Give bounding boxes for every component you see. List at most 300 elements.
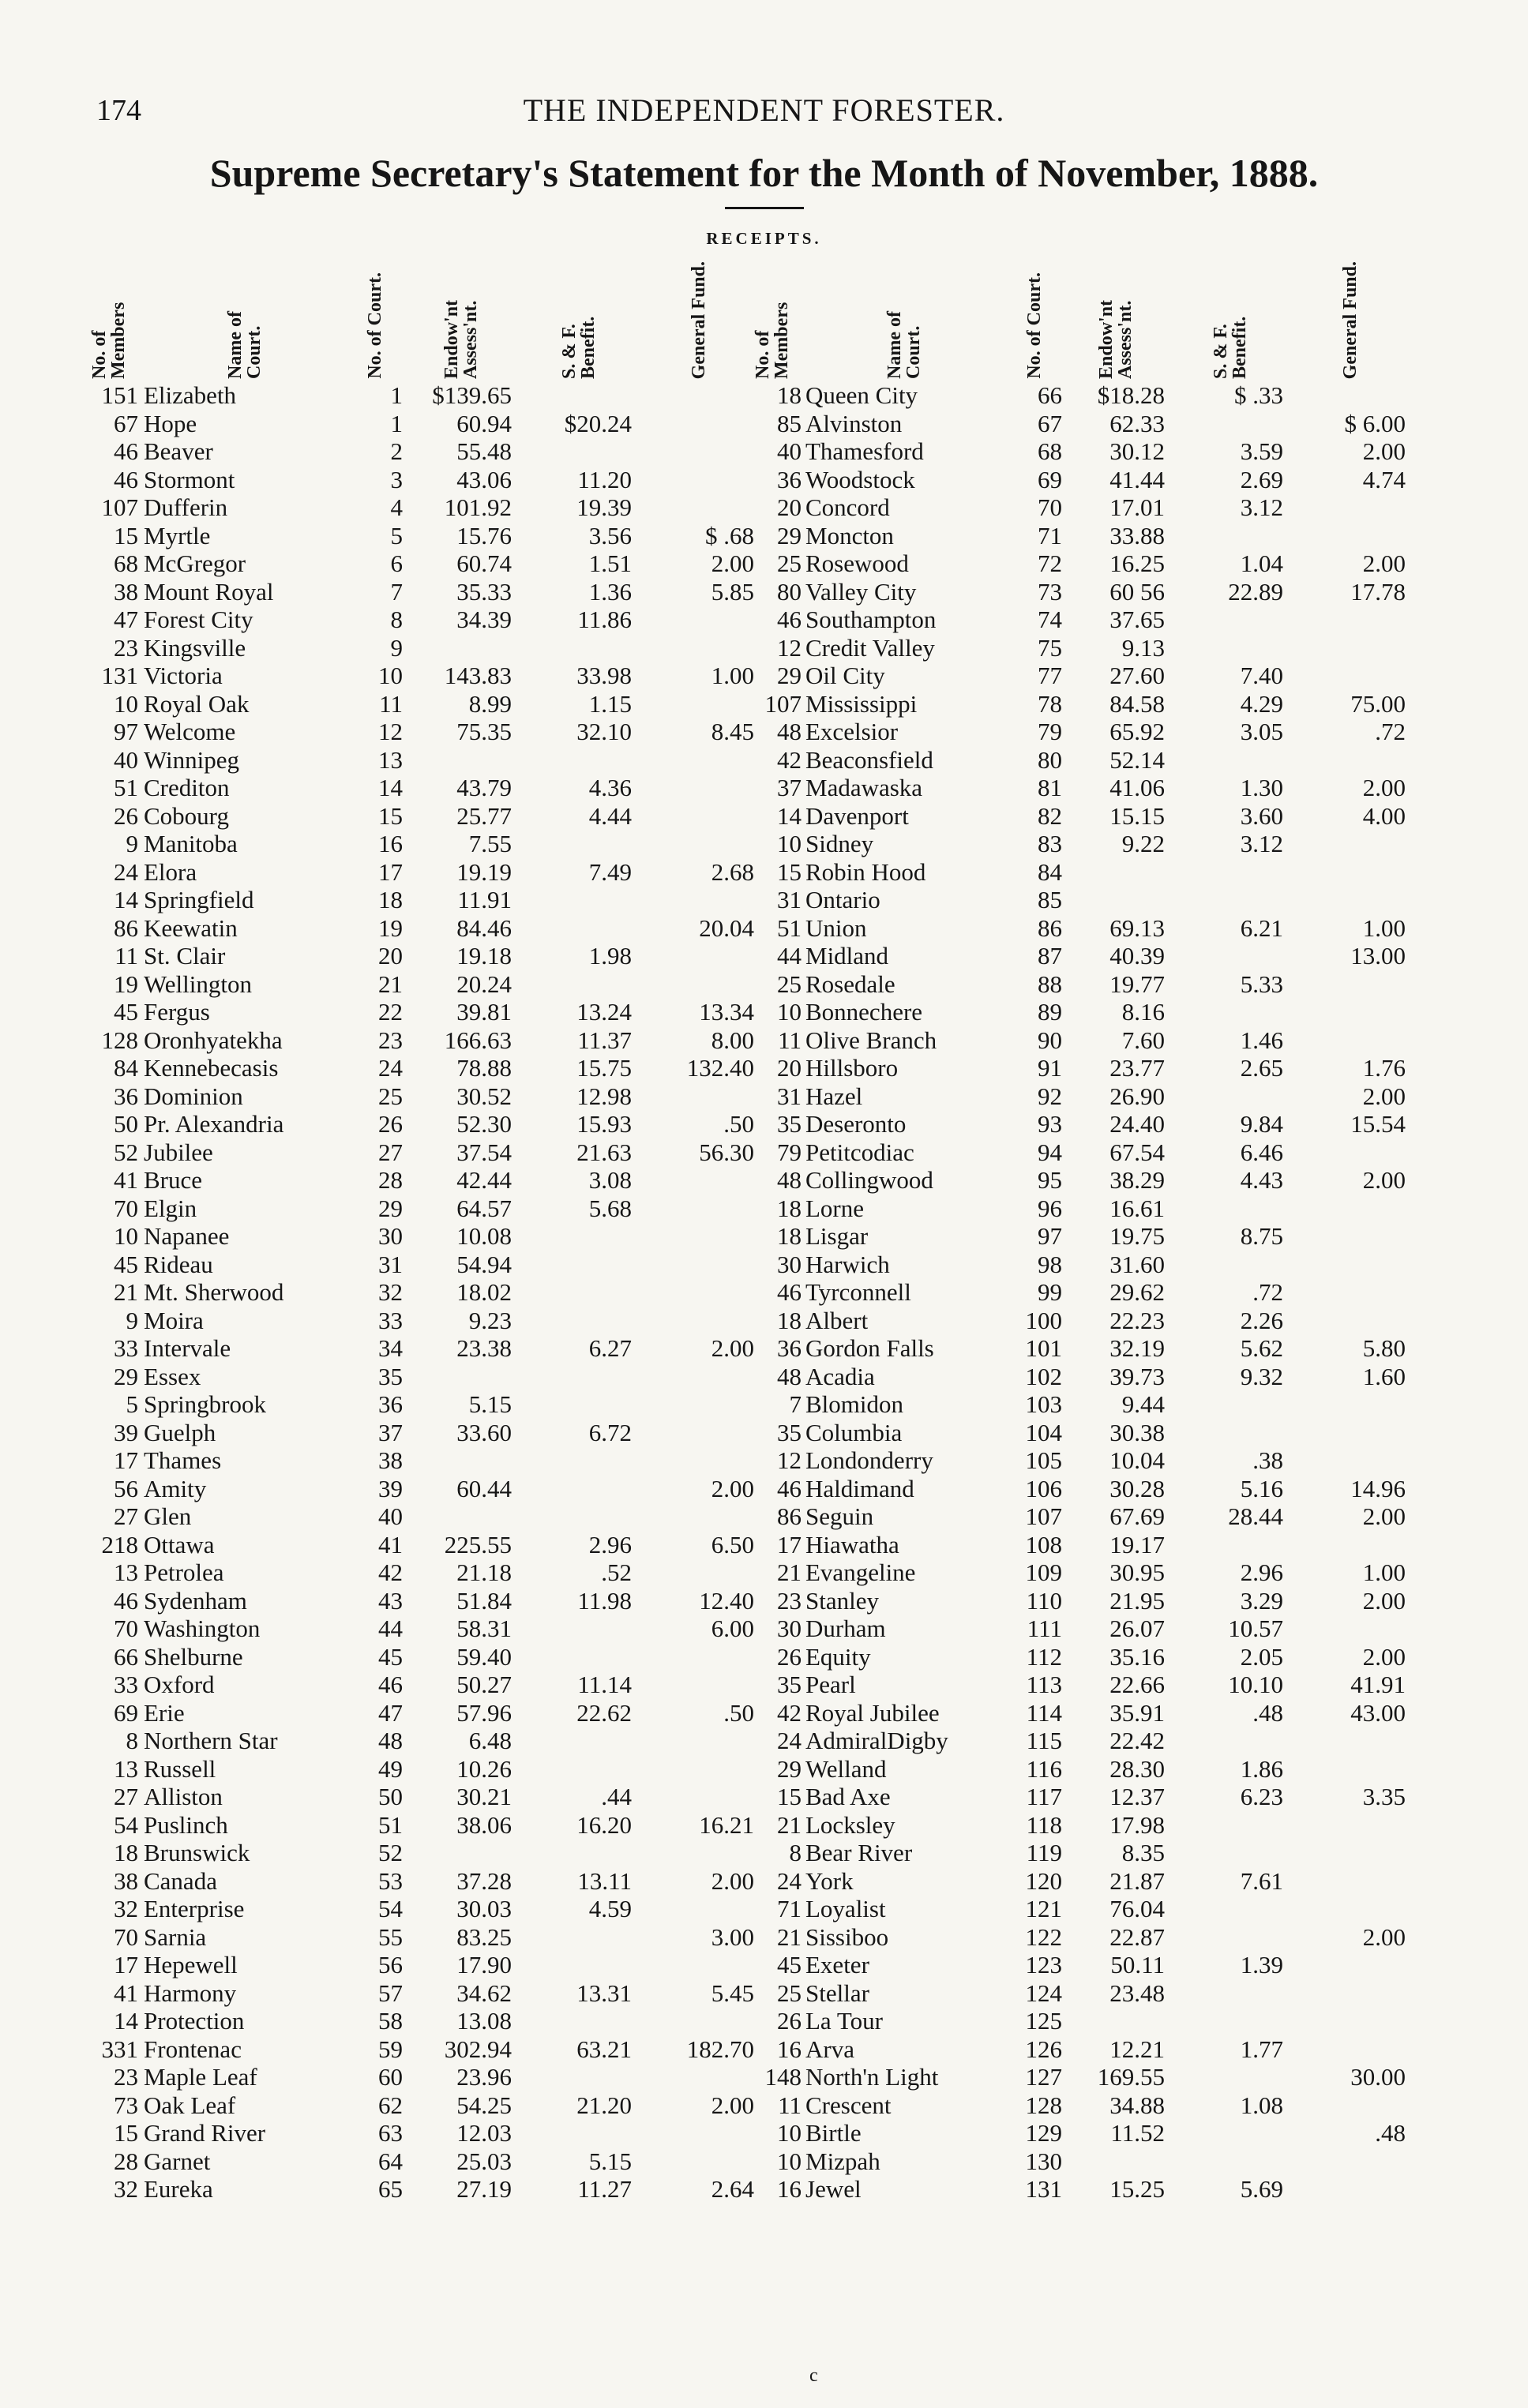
cell-court-no: 93 [1038,1110,1062,1138]
cell-endowment: 30.28 [1109,1474,1165,1502]
cell-members: 42 [777,745,802,774]
table-row [0,1334,1528,1363]
cell-members: 19 [114,970,138,998]
cell-court-name: Victoria [144,662,223,689]
section-label: RECEIPTS. [706,229,822,248]
cell-court-name: Royal Jubilee [805,1698,940,1727]
cell-court-no: 19 [378,913,403,942]
cell-court-name: Pearl [805,1671,856,1698]
cell-endowment: 27.19 [456,2175,512,2203]
cell-endowment: 58.31 [456,1615,512,1642]
cell-general-fund: 13.34 [699,998,754,1026]
cell-endowment: 38.29 [1109,1166,1165,1194]
cell-court-name: Seguin [805,1502,874,1530]
cell-general-fund: 2.00 [1362,1082,1406,1110]
cell-endowment: 16.25 [1109,549,1165,577]
cell-court-no: 44 [378,1615,403,1642]
cell-general-fund: 30.00 [1350,2063,1406,2091]
cell-endowment: 19.77 [1109,970,1165,998]
cell-members: 21 [777,1558,802,1586]
cell-endowment: 27.60 [1109,662,1165,689]
cell-court-no: 67 [1038,409,1062,437]
table-row [0,662,1528,690]
table-row [0,998,1528,1026]
cell-sf-benefit: 22.89 [1228,577,1283,606]
cell-members: 25 [777,970,802,998]
cell-members: 26 [114,801,138,830]
cell-court-name: Midland [805,942,889,970]
column-header-label: No. of Members [752,302,792,379]
cell-court-no: 96 [1038,1194,1062,1222]
cell-endowment: 166.63 [444,1026,512,1054]
cell-members: 151 [101,381,138,409]
cell-sf-benefit: 2.05 [1240,1642,1283,1671]
cell-endowment: 60.44 [456,1474,512,1502]
cell-court-name: Cobourg [144,801,229,830]
cell-members: 8 [789,1839,802,1866]
cell-court-name: Protection [144,2007,245,2035]
cell-court-no: 39 [378,1474,403,1502]
cell-members: 84 [114,1054,138,1082]
cell-endowment: 24.40 [1109,1110,1165,1138]
cell-court-no: 56 [378,1951,403,1979]
cell-members: 46 [114,1586,138,1615]
cell-court-name: Dufferin [144,493,228,521]
cell-endowment: 67.69 [1109,1502,1165,1530]
cell-members: 12 [777,1446,802,1474]
cell-court-no: 74 [1038,606,1062,633]
cell-endowment: 9.44 [1121,1390,1165,1418]
cell-court-name: Lisgar [805,1222,869,1250]
cell-members: 66 [114,1642,138,1671]
column-header-endowment [1066,261,1165,379]
cell-sf-benefit: 3.12 [1240,830,1283,857]
cell-general-fund: 1.00 [1362,913,1406,942]
cell-endowment: 6.48 [468,1727,512,1754]
cell-endowment: 7.55 [468,830,512,857]
column-header-label: No. of Court. [1024,272,1045,379]
cell-court-name: Elora [144,857,197,886]
cell-court-name: Woodstock [805,465,915,493]
cell-court-no: 103 [1025,1390,1062,1418]
cell-court-no: 118 [1026,1810,1062,1839]
cell-members: 13 [114,1754,138,1783]
cell-members: 35 [777,1671,802,1698]
cell-sf-benefit: 1.98 [588,942,632,970]
cell-members: 70 [114,1194,138,1222]
cell-members: 14 [777,801,802,830]
cell-court-name: Evangeline [805,1558,916,1586]
cell-court-no: 94 [1038,1138,1062,1166]
cell-endowment: 15.25 [1109,2175,1165,2203]
table-row [0,1558,1528,1587]
cell-court-name: Mt. Sherwood [144,1278,284,1306]
cell-court-no: 82 [1038,801,1062,830]
cell-members: 48 [777,1362,802,1390]
table-row [0,1727,1528,1755]
cell-general-fund: 182.70 [686,2035,754,2063]
cell-general-fund: 5.45 [711,1979,754,2007]
cell-members: 16 [777,2035,802,2063]
cell-court-name: Valley City [805,577,917,606]
cell-endowment: 26.07 [1109,1615,1165,1642]
table-row [0,634,1528,662]
table-row [0,1587,1528,1615]
cell-sf-benefit: 4.29 [1240,689,1283,718]
cell-endowment: 34.62 [456,1979,512,2007]
cell-endowment: 22.87 [1109,1922,1165,1951]
cell-court-no: 105 [1025,1446,1062,1474]
cell-court-name: Rosewood [805,549,909,577]
table-row [0,606,1528,634]
cell-members: 45 [114,1250,138,1278]
column-header-label: S. & F. Benefit. [558,316,599,379]
cell-endowment: 25.03 [456,2147,512,2175]
cell-court-name: Frontenac [144,2035,242,2063]
table-row [0,2063,1528,2091]
cell-general-fund: 6.50 [711,1530,754,1558]
cell-members: 35 [777,1418,802,1446]
cell-members: 42 [777,1698,802,1727]
cell-court-no: 4 [390,493,403,521]
cell-court-no: 127 [1025,2063,1062,2091]
cell-members: 30 [777,1250,802,1278]
cell-general-fund: 3.00 [711,1922,754,1951]
cell-sf-benefit: 8.75 [1240,1222,1283,1250]
cell-general-fund: 41.91 [1350,1671,1406,1698]
cell-members: 38 [114,1866,138,1895]
cell-sf-benefit: $ .33 [1234,381,1283,409]
table-row [0,1419,1528,1447]
cell-endowment: 54.94 [456,1250,512,1278]
cell-court-name: Bonnechere [805,998,923,1026]
cell-general-fund: 13.00 [1350,942,1406,970]
cell-court-no: 27 [378,1138,403,1166]
cell-general-fund: 2.00 [711,2091,754,2119]
table-row [0,1026,1528,1055]
cell-court-name: Crescent [805,2091,892,2119]
cell-members: 33 [114,1671,138,1698]
table-row [0,718,1528,746]
cell-court-no: 7 [390,577,403,606]
cell-endowment: 43.79 [456,774,512,801]
cell-court-no: 109 [1025,1558,1062,1586]
cell-members: 18 [777,1306,802,1334]
cell-sf-benefit: 15.93 [576,1110,632,1138]
cell-court-no: 111 [1027,1615,1062,1642]
cell-court-no: 95 [1038,1166,1062,1194]
cell-sf-benefit: 5.16 [1240,1474,1283,1502]
cell-court-no: 88 [1038,970,1062,998]
cell-court-no: 117 [1026,1783,1062,1810]
cell-members: 24 [777,1866,802,1895]
cell-endowment: 60.94 [456,409,512,437]
cell-court-no: 9 [390,633,403,662]
cell-court-name: McGregor [144,549,246,577]
cell-general-fund: 5.85 [711,577,754,606]
cell-court-name: Oak Leaf [144,2091,236,2119]
cell-members: 27 [114,1502,138,1530]
cell-court-no: 79 [1038,718,1062,745]
cell-court-no: 63 [378,2119,403,2147]
cell-court-name: Thames [144,1446,222,1474]
cell-general-fund: .50 [723,1698,754,1727]
cell-court-no: 12 [378,718,403,745]
cell-court-name: Intervale [144,1334,231,1362]
cell-sf-benefit: 1.51 [588,549,632,577]
cell-court-name: Locksley [805,1810,895,1839]
cell-court-name: Sarnia [144,1922,207,1951]
cell-members: 8 [126,1727,138,1754]
cell-members: 24 [777,1727,802,1754]
cell-court-no: 6 [390,549,403,577]
cell-members: 23 [777,1586,802,1615]
cell-court-name: Springbrook [144,1390,266,1418]
cell-endowment: 20.24 [456,970,512,998]
cell-court-name: Manitoba [144,830,238,857]
cell-general-fund: 6.00 [711,1615,754,1642]
cell-court-no: 81 [1038,774,1062,801]
cell-court-name: Jewel [805,2175,862,2203]
cell-endowment: 50.27 [456,1671,512,1698]
cell-endowment: 17.90 [456,1951,512,1979]
table-row [0,2175,1528,2204]
cell-sf-benefit: 15.75 [576,1054,632,1082]
cell-members: 14 [114,886,138,913]
column-header-general-fund [1295,261,1406,379]
cell-endowment: 9.23 [468,1306,512,1334]
cell-court-no: 71 [1038,521,1062,549]
cell-members: 29 [777,1754,802,1783]
cell-members: 9 [126,1306,138,1334]
cell-court-name: Garnet [144,2147,211,2175]
cell-members: 41 [114,1979,138,2007]
running-head: THE INDEPENDENT FORESTER. [523,92,1005,128]
cell-members: 18 [777,381,802,409]
cell-general-fund: 2.64 [711,2175,754,2203]
cell-court-no: 83 [1038,830,1062,857]
column-header-court-no [1007,261,1062,379]
cell-endowment: 10.08 [456,1222,512,1250]
cell-court-name: Northern Star [144,1727,278,1754]
cell-court-no: 92 [1038,1082,1062,1110]
cell-court-name: Jubilee [144,1138,213,1166]
cell-court-no: 68 [1038,437,1062,465]
cell-endowment: 65.92 [1109,718,1165,745]
cell-court-no: 124 [1025,1979,1062,2007]
cell-court-no: 66 [1038,381,1062,409]
table-row [0,1699,1528,1727]
cell-endowment: 40.39 [1109,942,1165,970]
cell-endowment: 37.54 [456,1138,512,1166]
cell-court-name: Russell [144,1754,216,1783]
cell-members: 50 [114,1110,138,1138]
cell-court-no: 131 [1025,2175,1062,2203]
cell-court-name: Enterprise [144,1895,245,1922]
cell-court-no: 85 [1038,886,1062,913]
cell-court-name: Pr. Alexandria [144,1110,284,1138]
cell-members: 46 [114,437,138,465]
cell-sf-benefit: 4.44 [588,801,632,830]
cell-endowment: 32.19 [1109,1334,1165,1362]
cell-sf-benefit: 5.15 [588,2147,632,2175]
cell-endowment: 21.95 [1109,1586,1165,1615]
cell-sf-benefit: 5.68 [588,1194,632,1222]
table-row [0,1643,1528,1671]
cell-members: 40 [777,437,802,465]
cell-court-no: 52 [378,1839,403,1866]
cell-sf-benefit: 1.39 [1240,1951,1283,1979]
cell-endowment: 37.28 [456,1866,512,1895]
cell-general-fund: 8.00 [711,1026,754,1054]
column-header-general-fund [644,261,754,379]
cell-court-no: 25 [378,1082,403,1110]
cell-court-name: Gordon Falls [805,1334,934,1362]
cell-court-no: 24 [378,1054,403,1082]
cell-endowment: 19.75 [1109,1222,1165,1250]
cell-sf-benefit: 3.05 [1240,718,1283,745]
cell-court-no: 33 [378,1306,403,1334]
cell-endowment: 84.46 [456,913,512,942]
table-row [0,1811,1528,1840]
cell-members: 80 [777,577,802,606]
cell-court-no: 100 [1025,1306,1062,1334]
cell-court-no: 101 [1025,1334,1062,1362]
table-row [0,1951,1528,1979]
cell-court-no: 65 [378,2175,403,2203]
cell-sf-benefit: 7.40 [1240,662,1283,689]
cell-members: 10 [777,2119,802,2147]
cell-endowment: 21.87 [1109,1866,1165,1895]
cell-general-fund: 56.30 [699,1138,754,1166]
column-header-label: General Fund. [689,261,709,379]
cell-court-no: 107 [1025,1502,1062,1530]
cell-court-name: Harmony [144,1979,237,2007]
cell-court-no: 5 [390,521,403,549]
cell-members: 29 [777,521,802,549]
cell-court-name: Sissiboo [805,1922,889,1951]
cell-court-name: Mississippi [805,689,918,718]
cell-sf-benefit: 11.98 [577,1586,632,1615]
cell-members: 131 [101,662,138,689]
cell-members: 128 [101,1026,138,1054]
cell-members: 36 [777,1334,802,1362]
cell-members: 69 [114,1698,138,1727]
cell-court-no: 115 [1026,1727,1062,1754]
cell-court-name: Beaver [144,437,213,465]
cell-court-name: Keewatin [144,913,238,942]
cell-members: 20 [777,1054,802,1082]
cell-court-name: Excelsior [805,718,899,745]
cell-court-no: 42 [378,1558,403,1586]
cell-endowment: 41.06 [1109,774,1165,801]
table-row [0,1166,1528,1195]
cell-sf-benefit: 3.56 [588,521,632,549]
cell-court-name: Royal Oak [144,689,250,718]
cell-members: 71 [777,1895,802,1922]
cell-general-fund: 20.04 [699,913,754,942]
cell-members: 32 [114,1895,138,1922]
cell-members: 107 [764,689,802,718]
table-row [0,549,1528,578]
cell-endowment: 143.83 [444,662,512,689]
cell-endowment: 83.25 [456,1922,512,1951]
cell-sf-benefit: 2.65 [1240,1054,1283,1082]
cell-endowment: 22.66 [1109,1671,1165,1698]
cell-general-fund: 2.00 [711,1866,754,1895]
table-row [0,1867,1528,1896]
cell-members: 44 [777,942,802,970]
cell-members: 25 [777,549,802,577]
cell-sf-benefit: 11.27 [577,2175,632,2203]
cell-members: 28 [114,2147,138,2175]
cell-members: 218 [101,1530,138,1558]
table-row [0,1054,1528,1082]
cell-court-no: 89 [1038,998,1062,1026]
table-row [0,942,1528,970]
cell-court-no: 18 [378,886,403,913]
cell-endowment: 30.52 [456,1082,512,1110]
cell-court-no: 112 [1026,1642,1062,1671]
table-row [0,2147,1528,2176]
cell-members: 29 [777,662,802,689]
cell-sf-benefit: 1.46 [1240,1026,1283,1054]
cell-court-name: Loyalist [805,1895,886,1922]
cell-court-no: 34 [378,1334,403,1362]
cell-court-no: 130 [1025,2147,1062,2175]
cell-sf-benefit: 21.20 [576,2091,632,2119]
cell-endowment: 35.16 [1109,1642,1165,1671]
cell-endowment: 84.58 [1109,689,1165,718]
cell-sf-benefit: 12.98 [576,1082,632,1110]
cell-general-fund: 1.76 [1362,1054,1406,1082]
cell-members: 107 [101,493,138,521]
table-row [0,830,1528,858]
cell-court-name: Erie [144,1698,185,1727]
table-row [0,746,1528,775]
cell-endowment: 21.18 [456,1558,512,1586]
cell-court-no: 129 [1025,2119,1062,2147]
cell-court-name: Essex [144,1362,201,1390]
cell-court-no: 59 [378,2035,403,2063]
cell-court-name: Queen City [805,381,918,409]
cell-sf-benefit: 1.08 [1240,2091,1283,2119]
cell-court-no: 28 [378,1166,403,1194]
table-row [0,1307,1528,1335]
cell-sf-benefit: 4.36 [588,774,632,801]
cell-endowment: 12.03 [456,2119,512,2147]
cell-court-name: Wellington [144,970,252,998]
cell-endowment: 9.13 [1121,633,1165,662]
cell-members: 68 [114,549,138,577]
cell-members: 51 [777,913,802,942]
cell-general-fund: 12.40 [699,1586,754,1615]
cell-sf-benefit: 2.69 [1240,465,1283,493]
cell-court-name: Durham [805,1615,886,1642]
cell-endowment: 23.96 [456,2063,512,2091]
cell-court-no: 53 [378,1866,403,1895]
cell-members: 15 [114,521,138,549]
cell-endowment: 51.84 [456,1586,512,1615]
cell-members: 48 [777,718,802,745]
cell-court-no: 60 [378,2063,403,2091]
table-row [0,2035,1528,2064]
cell-court-no: 1 [390,409,403,437]
cell-members: 18 [777,1194,802,1222]
cell-court-no: 99 [1038,1278,1062,1306]
cell-endowment: 8.16 [1121,998,1165,1026]
cell-sf-benefit: 21.63 [576,1138,632,1166]
